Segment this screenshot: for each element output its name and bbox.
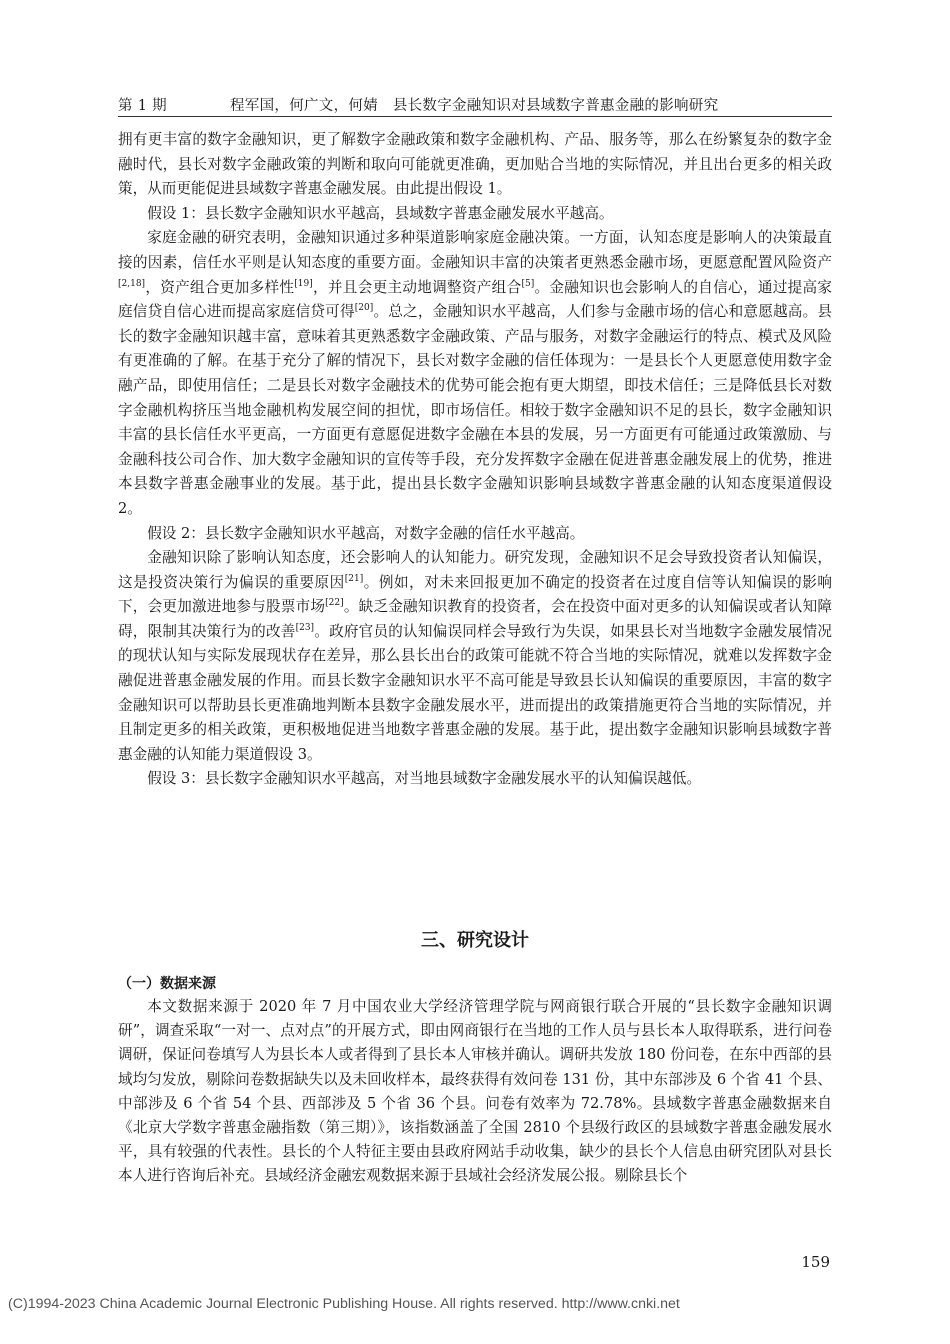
paragraph: 家庭金融的研究表明，金融知识通过多种渠道影响家庭金融决策。一方面，认知态度是影响人的决策最直接的因素，信任水平则是认知态度的重要方面。金融知识丰富的决策者更熟悉金融市场，更愿意配置风险资产[2,18]，资产组合更加多样性[19]，并且会更主动地调整资产组合[5]。金融知识也会影响人的自信心，通过提高家庭信贷自信心进而提高家庭信贷可得[20]。总之，金融知识水平越高，人们参与金融市场的信心和意愿越高。县长的数字金融知识越丰富，意味着其更熟悉数字金融政策、产品与服务，对数字金融运行的特点、模式及风险有更准确的了解。在基于充分了解的情况下，县长对数字金融的信任体现为：一是县长个人更愿意使用数字金融产品，即使用信任；二是县长对数字金融技术的优势可能会抱有更大期望，即技术信任；三是降低县长对数字金融机构挤压当地金融机构发展空间的担忧，即市场信任。相较于数字金融知识不足的县长，数字金融知识丰富的县长信任水平更高，一方面更有意愿促进数字金融在本县的发展，另一方面更有可能通过政策激励、与金融科技公司合作、加大数字金融知识的宣传等手段，充分发挥数字金融在促进普惠金融发展上的优势，推进本县数字普惠金融事业的发展。基于此，提出县长数字金融知识影响县域数字普惠金融的认知态度渠道假设 2。 [118, 229, 832, 517]
citation[interactable]: [19] [294, 278, 313, 289]
hypothesis-3: 假设 3：县长数字金融知识水平越高，对当地县域数字金融发展水平的认知偏误越低。 [147, 770, 702, 788]
citation[interactable]: [2,18] [118, 278, 146, 289]
copyright-footer: (C)1994-2023 China Academic Journal Electronic Publishing House. All rights reserved. http://www.cnki.net [8, 1296, 680, 1312]
issue-number: 第 1 期 [118, 98, 167, 114]
citation[interactable]: [23] [295, 622, 315, 633]
header-rule [118, 116, 832, 117]
citation[interactable]: [22] [325, 598, 344, 609]
section-title: 三、研究设计 [421, 930, 529, 951]
hypothesis-2: 假设 2：县长数字金融知识水平越高，对数字金融的信任水平越高。 [147, 524, 585, 542]
page-number: 159 [801, 1253, 830, 1271]
citation[interactable]: [5] [521, 278, 535, 289]
paragraph: 本文数据来源于 2020 年 7 月中国农业大学经济管理学院与网商银行联合开展的“县长数字金融知识调研”，调查采取“一对一、点对点”的开展方式，即由网商银行在当地的工作人员与县长本人取得联系，进行问卷调研，保证问卷填写人为县长本人或者得到了县长本人审核并确认。调研共发放 180 份问卷，在东中西部的县域均匀发放，剔除问卷数据缺失以及未回收样本，最终获得有效问卷 131 份，其中东部涉及 6 个省 41 个县、中部涉及 6 个省 54 个县、西部涉及 5 个省 36 个县。问卷有效率为 72.78%。县域数字普惠金融数据来自《北京大学数字普惠金融指数（第三期）》，该指数涵盖了全国 2810 个县级行政区的县域数字普惠金融发展水平，具有较强的代表性。县长的个人特征主要由县政府网站手动收集，缺少的县长个人信息由研究团队对县长本人进行咨询后补充。县域经济金融宏观数据来源于县域社会经济发展公报。剔除县长个 [118, 998, 832, 1185]
citation[interactable]: [21] [344, 573, 364, 584]
paragraph: 拥有更丰富的数字金融知识，更了解数字金融政策和数字金融机构、产品、服务等，那么在纷繁复杂的数字金融时代，县长对数字金融政策的判断和取向可能就更准确，更加贴合当地的实际情况，并且出台更多的相关政策，从而更能促进县域数字普惠金融发展。由此提出假设 1。 [118, 131, 832, 198]
paragraph: 金融知识除了影响认知态度，还会影响人的认知能力。研究发现，金融知识不足会导致投资者认知偏误，这是投资决策行为偏误的重要原因[21]。例如，对未来回报更加不确定的投资者在过度自信等认知偏误的影响下，会更加激进地参与股票市场[22]。缺乏金融知识教育的投资者，会在投资中面对更多的认知偏误或者认知障碍，限制其决策行为的改善[23]。政府官员的认知偏误同样会导致行为失误，如果县长对当地数字金融发展情况的现状认知与实际发展现状存在差异，那么县长出台的政策可能就不符合当地的实际情况，就难以发挥数字金融促进普惠金融发展的作用。而县长数字金融知识水平不高可能是导致县长认知偏误的重要原因，丰富的数字金融知识可以帮助县长更准确地判断本县数字金融发展水平，进而提出的政策措施更符合当地的实际情况，并且制定更多的相关政策，更积极地促进当地数字普惠金融的发展。基于此，提出数字金融知识影响县域数字普惠金融的认知能力渠道假设 3。 [118, 549, 832, 763]
hypothesis-1: 假设 1：县长数字金融知识水平越高，县域数字普惠金融发展水平越高。 [147, 204, 614, 222]
citation[interactable]: [20] [354, 303, 374, 314]
running-title: 程军国，何广文，何婧 县长数字金融知识对县域数字普惠金融的影响研究 [230, 98, 719, 114]
subsection-title: （一）数据来源 [118, 976, 216, 992]
running-header [118, 92, 832, 114]
data-source-text [118, 995, 832, 1189]
body-text [118, 128, 832, 792]
